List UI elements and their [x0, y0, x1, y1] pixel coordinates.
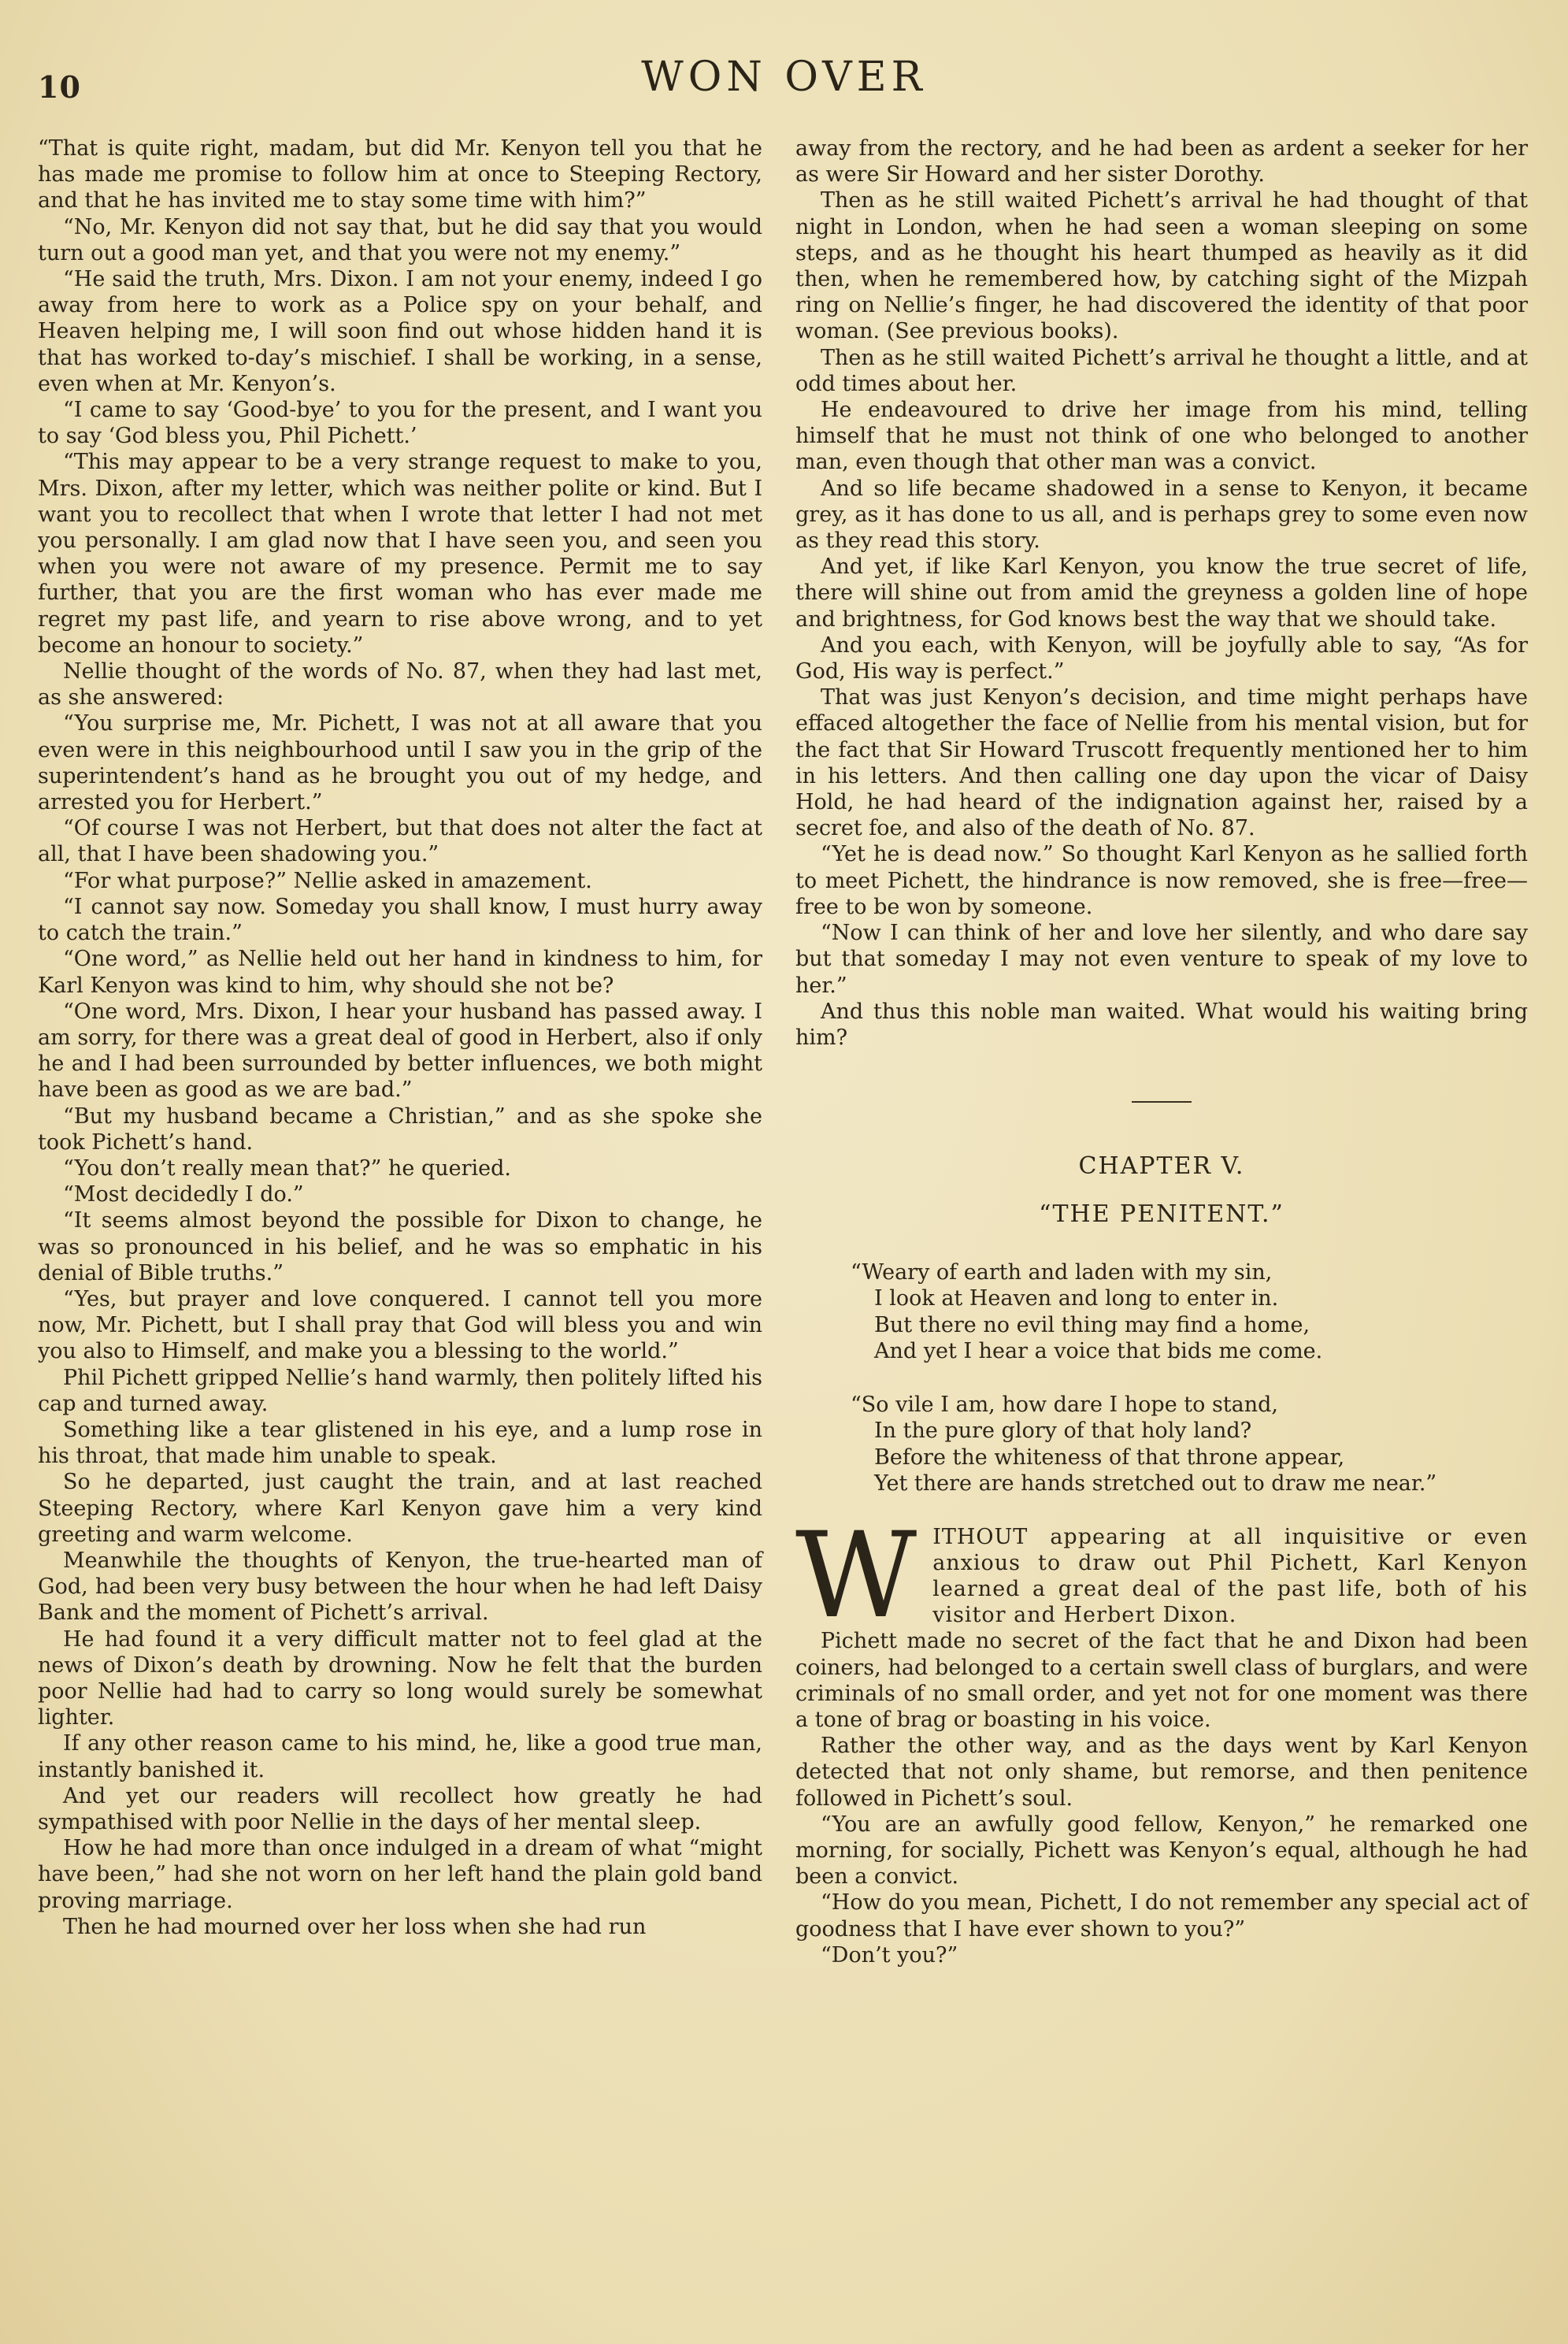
poem-line: Yet there are hands stretched out to draw me near.” — [874, 1471, 1437, 1497]
paragraph: Something like a tear glistened in his eye, and a lump rose in his throat, that made him unable to speak. — [38, 1417, 762, 1469]
paragraph: So he departed, just caught the train, and at last reached Steeping Rectory, where Karl Kenyon gave him a very kind greeting and warm welcome. — [38, 1470, 762, 1547]
running-title: WON OVER — [641, 54, 927, 101]
paragraph: If any other reason came to his mind, he, like a good true man, instantly banished it. — [38, 1731, 762, 1782]
poem-line: In the pure glory of that holy land? — [874, 1419, 1252, 1444]
paragraph: “You don’t really mean that?” he queried. — [63, 1155, 511, 1181]
paragraph: He endeavoured to drive her image from his mind, telling himself that he must not think of one who belonged to another man, even though that other man was a convict. — [795, 398, 1528, 475]
paragraph: “You are an awfully good fellow, Kenyon,” he remarked one morning, for socially, Pichett was Kenyon’s equal, although he had been a convict. — [795, 1812, 1528, 1890]
chapter-opening-paragraph — [795, 1507, 1528, 1645]
paragraph: “You surprise me, Mr. Pichett, I was not at all aware that you even were in this neighbourhood until I saw you in the grip of the superintendent’s hand as he brought you out of my hedge, and arrested you for Herbert.” — [38, 711, 762, 815]
paragraph: “That is quite right, madam, but did Mr. Kenyon tell you that he has made me promise to follow him at once to Steeping Rectory, and that he has invited me to stay some time with him?” — [38, 136, 762, 213]
paragraph: “Now I can think of her and love her silently, and who dare say but that someday I may not even venture to speak of my love to her.” — [795, 921, 1528, 998]
paragraph: Then as he still waited Pichett’s arrival he thought a little, and at odd times about her. — [795, 345, 1528, 396]
paragraph: “But my husband became a Christian,” and as she spoke she took Pichett’s hand. — [38, 1103, 762, 1155]
paragraph: And yet, if like Karl Kenyon, you know the true secret of life, there will shine out from amid the greyness a golden line of hope and brightness, for God knows best the way that we should take. — [795, 554, 1528, 632]
poem-line: “Weary of earth and laden with my sin, — [851, 1259, 1273, 1285]
paragraph: “Most decidedly I do.” — [63, 1182, 304, 1207]
paragraph: And you each, with Kenyon, will be joyfully able to say, “As for God, His way is perfect.” — [795, 632, 1528, 684]
chapter-title: “THE PENITENT.” — [1039, 1200, 1284, 1229]
paragraph: “He said the truth, Mrs. Dixon. I am not your enemy, indeed I go away from here to work as a Police spy on your behalf, and Heaven helping me, I will soon find out whose hidden hand it is that has worked to-day’s mischief. I shall be working, in a sense, even when at Mr. Kenyon’s. — [38, 267, 762, 396]
drop-cap: W — [795, 1507, 917, 1645]
paragraph: “Of course I was not Herbert, but that does not alter the fact at all, that I have been shadowing you.” — [38, 816, 762, 867]
paragraph: away from the rectory, and he had been as ardent a seeker for her as were Sir Howard and her sister Dorothy. — [795, 136, 1528, 187]
paragraph: Meanwhile the thoughts of Kenyon, the true-hearted man of God, had been very busy between the hour when he had left Daisy Bank and the moment of Pichett’s arrival. — [38, 1548, 762, 1626]
paragraph: That was just Kenyon’s decision, and time might perhaps have effaced altogether the face of Nellie from his mental vision, but for the fact that Sir Howard Truscott frequently mentioned her to him in his letters. And then calling one day upon the vicar of Daisy Hold, he had heard of the indignation against her, raised by a secret foe, and also of the death of No. 87. — [795, 685, 1528, 841]
section-divider — [1132, 1101, 1192, 1103]
paragraph: “Yet he is dead now.” So thought Karl Kenyon as he sallied forth to meet Pichett, the hindrance is now removed, she is free—free—free to be won by someone. — [795, 842, 1528, 919]
paragraph: Nellie thought of the words of No. 87, when they had last met, as she answered: — [38, 659, 762, 710]
paragraph: Phil Pichett gripped Nellie’s hand warmly, then politely lifted his cap and turned away. — [38, 1365, 762, 1416]
paragraph: And so life became shadowed in a sense to Kenyon, it became grey, as it has done to us all, and is perhaps grey to some even now as they read this story. — [795, 476, 1528, 554]
poem-stanza — [851, 1392, 1528, 1497]
left-column — [38, 135, 762, 2183]
paragraph: “One word,” as Nellie held out her hand in kindness to him, for Karl Kenyon was kind to him, why should she not be? — [38, 947, 762, 998]
paragraph: And yet our readers will recollect how greatly he had sympathised with poor Nellie in the days of her mental sleep. — [38, 1783, 762, 1834]
right-column — [795, 135, 1528, 2183]
paragraph: “For what purpose?” Nellie asked in amazement. — [63, 868, 592, 893]
paragraph: Pichett made no secret of the fact that he and Dixon had been coiners, had belonged to a certain swell class of burglars, and were criminals of no small order, and yet not for one moment was there a tone of brag or boasting in his voice. — [795, 1629, 1528, 1732]
paragraph: “One word, Mrs. Dixon, I hear your husband has passed away. I am sorry, for there was a great deal of good in Herbert, also if only he and I had been surrounded by better influences, we both might have been as good as we are bad.” — [38, 999, 762, 1103]
poem-line: But there no evil thing may find a home, — [874, 1312, 1310, 1337]
paragraph: “No, Mr. Kenyon did not say that, but he did say that you would turn out a good man yet, and that you were not my enemy.” — [38, 214, 762, 265]
poem-line: Before the whiteness of that throne appear, — [874, 1445, 1345, 1470]
paragraph: How he had more than once indulged in a dream of what “might have been,” had she not worn on her left hand the plain gold band proving marriage. — [38, 1836, 762, 1913]
paragraph: “This may appear to be a very strange request to make to you, Mrs. Dixon, after my letter, which was neither polite or kind. But I want you to recollect that when I wrote that letter I had not met you personally. I am glad now that I have seen you, and seen you when you were not aware of my presence. Permit me to say further, that you are the first woman who has ever made me regret my past life, and yearn to rise above wrong, and to yet become an honour to society.” — [38, 450, 762, 658]
paragraph: “Don’t you?” — [821, 1942, 958, 1968]
chapter-heading: CHAPTER V. — [1078, 1152, 1245, 1181]
poem-line: I look at Heaven and long to enter in. — [874, 1286, 1279, 1311]
paragraph: “How do you mean, Pichett, I do not remember any special act of goodness that I have ever shown to you?” — [795, 1890, 1528, 1942]
paragraph: “I cannot say now. Someday you shall know, I must hurry away to catch the train.” — [38, 894, 762, 946]
paragraph: “It seems almost beyond the possible for Dixon to change, he was so pronounced in his belief, and he was so emphatic in his denial of Bible truths.” — [38, 1208, 762, 1285]
chapter-opening-text: ITHOUT appearing at all inquisitive or even anxious to draw out Phil Pichett, Karl Kenyon learned a great deal of the past life, both of his visitor and Herbert Dixon. — [932, 1524, 1528, 1628]
paragraph: And thus this noble man waited. What would his waiting bring him? — [795, 999, 1528, 1050]
poem-stanza — [851, 1259, 1528, 1365]
paragraph: Rather the other way, and as the days went by Karl Kenyon detected that not only shame, but remorse, and then penitence followed in Pichett’s soul. — [795, 1734, 1528, 1811]
paragraph: Then he had mourned over her loss when she had run — [63, 1914, 647, 1939]
paragraph: “Yes, but prayer and love conquered. I cannot tell you more now, Mr. Pichett, but I shall pray that God will bless you and win you also to Himself, and make you a blessing to the world.” — [38, 1286, 762, 1364]
page-number: 10 — [38, 69, 81, 105]
paragraph: “I came to say ‘Good-bye’ to you for the present, and I want you to say ‘God bless you, Phil Pichett.’ — [38, 398, 762, 449]
paragraph: He had found it a very difficult matter not to feel glad at the news of Dixon’s death by drowning. Now he felt that the burden poor Nellie had had to carry so long would surely be somewhat lighter. — [38, 1626, 762, 1730]
poem-line: “So vile I am, how dare I hope to stand, — [851, 1392, 1279, 1417]
poem-line: And yet I hear a voice that bids me come. — [874, 1339, 1323, 1364]
paragraph: Then as he still waited Pichett’s arrival he had thought of that night in London, when he had seen a woman sleeping on some steps, and as he thought his heart thumped as heavily as it did then, when he remembered how, by catching sight of the Mizpah ring on Nellie’s finger, he had discovered the identity of that poor woman. (See previous books). — [795, 188, 1528, 344]
